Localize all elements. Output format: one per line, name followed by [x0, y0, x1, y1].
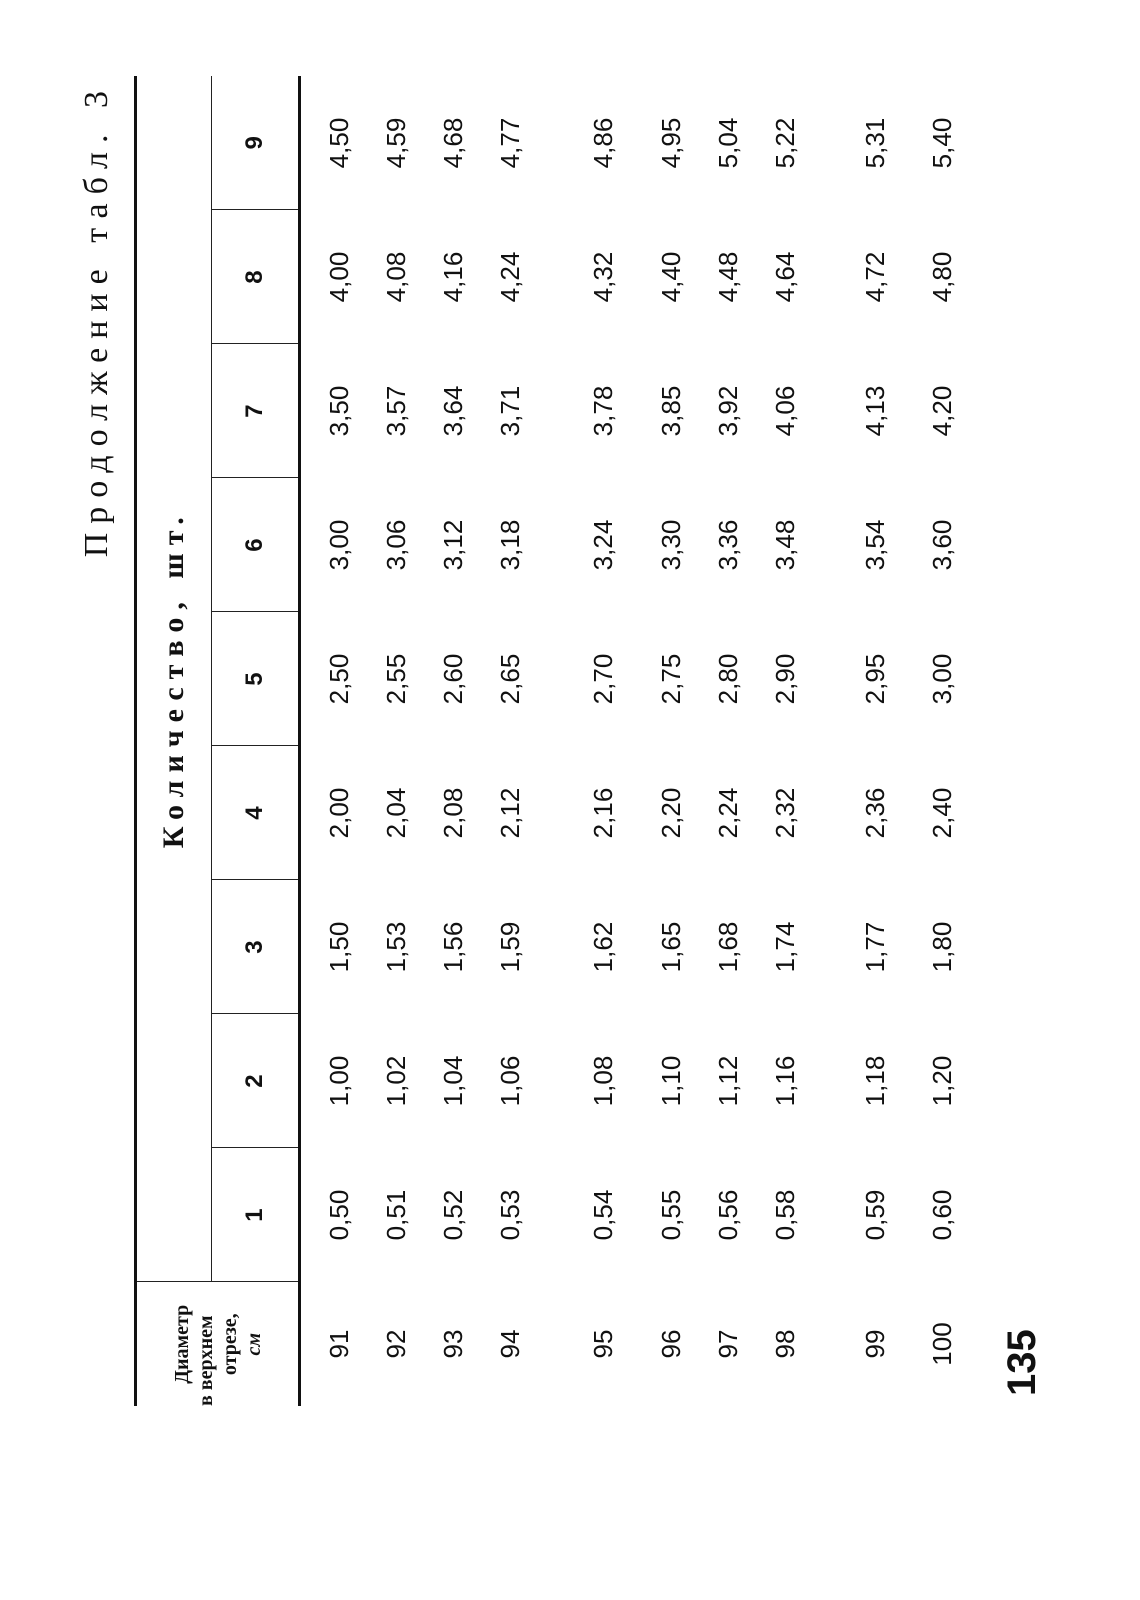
value-cell: 0,51: [381, 1189, 411, 1241]
diameter-header-line3: отрезе,: [218, 1313, 241, 1376]
table-row: [914, 76, 971, 1406]
column-header-4: 4: [212, 746, 300, 880]
value-cell: 1,12: [713, 1055, 743, 1107]
value-cell: 1,10: [656, 1055, 686, 1107]
diameter-header-unit: см: [242, 1332, 265, 1356]
column-header-7: 7: [212, 344, 300, 478]
value-cell: 1,80: [927, 921, 957, 973]
value-cell: 2,75: [656, 653, 686, 705]
value-cell: 4,80: [927, 251, 957, 303]
value-cell: 3,00: [927, 653, 957, 705]
value-cell: 1,77: [859, 921, 890, 973]
value-cell: 2,40: [927, 787, 957, 839]
diameter-header: [136, 1282, 300, 1406]
value-cell: 4,20: [927, 385, 957, 437]
value-cell: 4,64: [770, 251, 800, 303]
value-cell: 3,57: [381, 385, 411, 437]
diameter-header-line1: Диаметр: [170, 1304, 193, 1384]
value-cell: 3,64: [438, 385, 468, 437]
value-cell: 4,48: [713, 251, 743, 303]
value-cell: 2,65: [495, 653, 525, 705]
value-cell: 3,12: [438, 519, 468, 571]
data-table: [134, 76, 971, 1406]
value-cell: 1,00: [324, 1055, 354, 1107]
value-cell: 4,95: [656, 117, 686, 169]
value-cell: 2,50: [324, 653, 354, 705]
value-cell: 4,24: [495, 251, 525, 303]
table-row: [425, 76, 482, 1406]
value-cell: 2,32: [770, 787, 800, 839]
value-cell: 4,32: [587, 251, 618, 303]
table-row: [700, 76, 757, 1406]
table-row: [814, 76, 914, 1406]
value-cell: 0,53: [495, 1189, 525, 1241]
value-cell: 3,06: [381, 519, 411, 571]
value-cell: 2,20: [656, 787, 686, 839]
value-cell: 3,24: [587, 519, 618, 571]
value-cell: 1,59: [495, 921, 525, 973]
page-number: 135: [1000, 1329, 1044, 1396]
value-cell: 1,62: [587, 921, 618, 973]
value-cell: 2,60: [438, 653, 468, 705]
column-header-5: 5: [212, 612, 300, 746]
value-cell: 4,72: [859, 251, 890, 303]
value-cell: 4,16: [438, 251, 468, 303]
value-cell: 1,56: [438, 921, 468, 973]
value-cell: 1,08: [587, 1055, 618, 1107]
value-cell: 4,68: [438, 117, 468, 169]
table-body: [300, 76, 972, 1406]
value-cell: 2,55: [381, 653, 411, 705]
column-header-1: 1: [212, 1148, 300, 1282]
value-cell: 1,68: [713, 921, 743, 973]
value-cell: 3,48: [770, 519, 800, 571]
value-cell: 4,00: [324, 251, 354, 303]
value-cell: 1,20: [927, 1055, 957, 1107]
value-cell: 2,90: [770, 653, 800, 705]
value-cell: 0,54: [587, 1189, 618, 1241]
value-cell: 2,08: [438, 787, 468, 839]
value-cell: 2,80: [713, 653, 743, 705]
value-cell: 0,52: [438, 1189, 468, 1241]
value-cell: 5,22: [770, 117, 800, 169]
diameter-cell: 95: [587, 1329, 618, 1359]
value-cell: 1,16: [770, 1055, 800, 1107]
value-cell: 3,60: [927, 519, 957, 571]
value-cell: 4,77: [495, 117, 525, 169]
value-cell: 5,04: [713, 117, 743, 169]
value-cell: 4,13: [859, 385, 890, 437]
value-cell: 2,95: [859, 653, 890, 705]
value-cell: 5,31: [859, 117, 890, 169]
column-header-9: 9: [212, 76, 300, 210]
value-cell: 4,86: [587, 117, 618, 169]
diameter-cell: 97: [713, 1329, 743, 1359]
column-number-row: [212, 76, 300, 1406]
value-cell: 2,36: [859, 787, 890, 839]
table-row: [482, 76, 539, 1406]
column-header-8: 8: [212, 210, 300, 344]
value-cell: 1,74: [770, 921, 800, 973]
column-header-6: 6: [212, 478, 300, 612]
value-cell: 0,56: [713, 1189, 743, 1241]
value-cell: 1,02: [381, 1055, 411, 1107]
column-header-2: 2: [212, 1014, 300, 1148]
table-row: [757, 76, 814, 1406]
diameter-cell: 99: [859, 1329, 890, 1359]
value-cell: 1,53: [381, 921, 411, 973]
value-cell: 2,16: [587, 787, 618, 839]
table-row: [300, 76, 369, 1406]
column-header-3: 3: [212, 880, 300, 1014]
value-cell: 2,00: [324, 787, 354, 839]
value-cell: 3,92: [713, 385, 743, 437]
diameter-cell: 91: [324, 1329, 354, 1359]
diameter-cell: 100: [927, 1322, 957, 1366]
table-row: [643, 76, 700, 1406]
value-cell: 4,08: [381, 251, 411, 303]
value-cell: 3,54: [859, 519, 890, 571]
value-cell: 0,55: [656, 1189, 686, 1241]
value-cell: 2,12: [495, 787, 525, 839]
value-cell: 3,36: [713, 519, 743, 571]
value-cell: 2,24: [713, 787, 743, 839]
header-row-top: [136, 76, 212, 1406]
diameter-cell: 94: [495, 1329, 525, 1359]
value-cell: 0,60: [927, 1189, 957, 1241]
value-cell: 0,50: [324, 1189, 354, 1241]
diameter-cell: 96: [656, 1329, 686, 1359]
value-cell: 3,50: [324, 385, 354, 437]
value-cell: 1,18: [859, 1055, 890, 1107]
value-cell: 0,59: [859, 1189, 890, 1241]
table-row: [368, 76, 425, 1406]
value-cell: 2,70: [587, 653, 618, 705]
value-cell: 3,30: [656, 519, 686, 571]
table-caption: Продолжение табл. 3: [78, 82, 115, 558]
value-cell: 5,40: [927, 117, 957, 169]
table-row: [539, 76, 643, 1406]
value-cell: 1,50: [324, 921, 354, 973]
value-cell: 4,50: [324, 117, 354, 169]
diameter-cell: 93: [438, 1329, 468, 1359]
diameter-header-line2: в верхнем: [194, 1315, 217, 1406]
value-cell: 1,65: [656, 921, 686, 973]
value-cell: 4,06: [770, 385, 800, 437]
quantity-header: Количество, шт.: [136, 76, 212, 1282]
diameter-cell: 98: [770, 1329, 800, 1359]
value-cell: 4,59: [381, 117, 411, 169]
value-cell: 1,06: [495, 1055, 525, 1107]
value-cell: 3,78: [587, 385, 618, 437]
value-cell: 0,58: [770, 1189, 800, 1241]
value-cell: 3,00: [324, 519, 354, 571]
value-cell: 4,40: [656, 251, 686, 303]
value-cell: 3,18: [495, 519, 525, 571]
value-cell: 1,04: [438, 1055, 468, 1107]
diameter-cell: 92: [381, 1329, 411, 1359]
value-cell: 3,71: [495, 385, 525, 437]
value-cell: 3,85: [656, 385, 686, 437]
value-cell: 2,04: [381, 787, 411, 839]
